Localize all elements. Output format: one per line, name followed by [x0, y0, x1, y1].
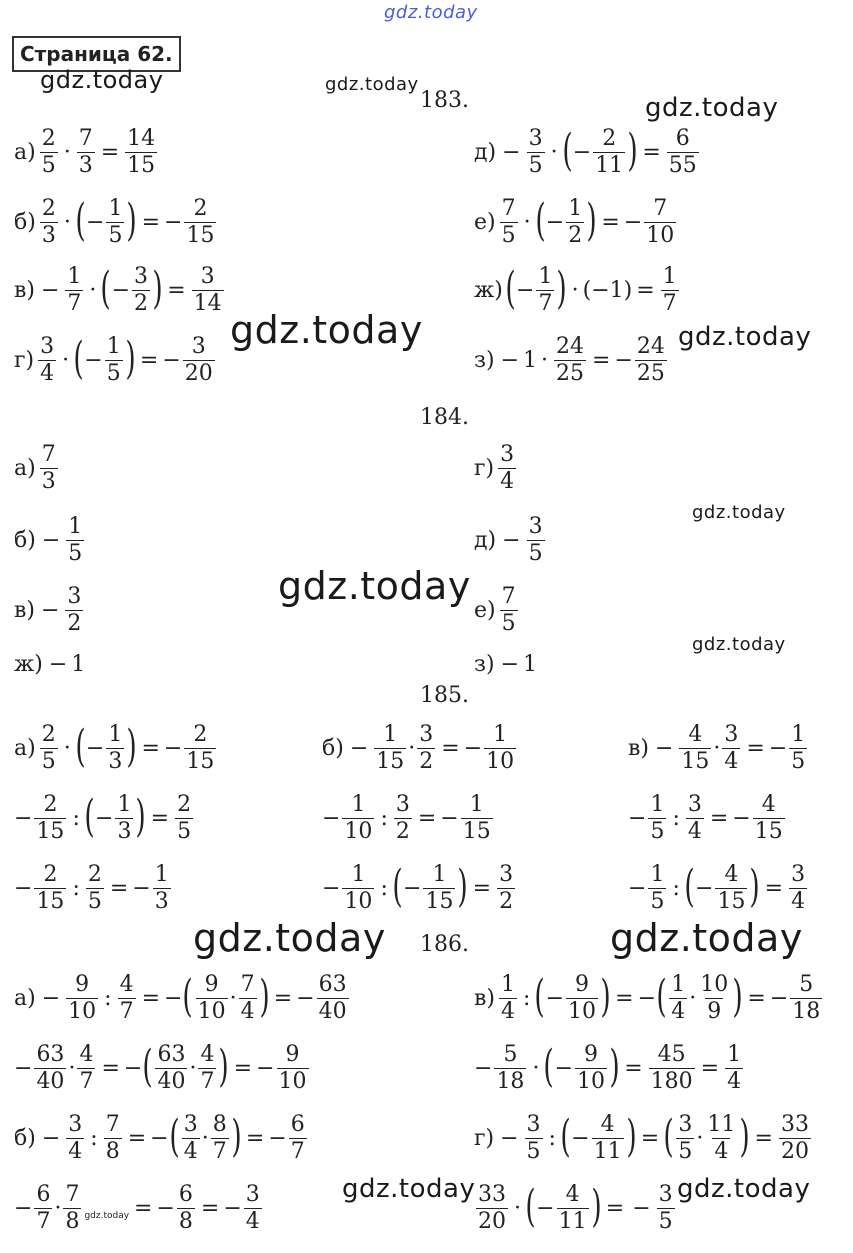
item-label: в)	[14, 277, 35, 303]
watermark-top: gdz.today	[384, 2, 478, 23]
math-line: − $\frac{1}{5}$ : $\frac{3}{4}$ = − $\frac{4}{15}$	[628, 792, 783, 844]
item-label: е)	[474, 209, 496, 235]
math-line: − $\frac{5}{18}$ · ( − $\frac{9}{10}$ ) = $\frac{45}{180}$ = $\frac{1}{4}$	[474, 1040, 742, 1094]
watermark: gdz.today	[193, 916, 386, 960]
math-line: − $\frac{1}{5}$ : ( − $\frac{4}{15}$ ) = $\frac{3}{4}$	[628, 860, 806, 914]
math-line: − $\frac{1}{10}$ : ( − $\frac{1}{15}$ ) = $\frac{3}{2}$	[322, 860, 514, 914]
item-label: д)	[474, 139, 497, 165]
watermark: gdz.today	[342, 1174, 476, 1204]
math-line: б) 2 3 · ( − $\frac{1}{5}$ ) = − $\frac{2}{15}$	[14, 194, 215, 248]
item-label: з)	[474, 652, 495, 677]
item-label: д)	[474, 527, 497, 553]
item-label: б)	[14, 209, 36, 235]
task-number-186: 186.	[420, 932, 469, 957]
math-line: в) − $\frac{1}{7}$ · ( − $\frac{3}{2}$ ) = $\frac{3}{14}$	[14, 262, 222, 316]
watermark: gdz.today	[278, 564, 471, 608]
math-line: в) 1 4 : ( − $\frac{9}{10}$ ) = − ( 1 4 · 10 9 ) = − $\frac{5}{18}$	[474, 970, 821, 1024]
item-label: а)	[14, 139, 36, 165]
math-line: з) − 1 · $\frac{24}{25}$ = − $\frac{24}{25}$	[474, 334, 665, 386]
math-line: а) − $\frac{9}{10}$ : $\frac{4}{7}$ = − ( 9 10 · 7 4 ) = − $\frac{63}{40}$	[14, 970, 347, 1024]
watermark: gdz.today	[645, 93, 779, 123]
math-line: − $\frac{2}{15}$ : $\frac{2}{5}$ = − $\frac{1}{3}$	[14, 862, 169, 914]
task-number-183: 183.	[420, 88, 469, 113]
math-line: а) 2 5 · ( − $\frac{1}{3}$ ) = − $\frac{2}{15}$	[14, 720, 215, 774]
watermark: gdz.today	[230, 308, 423, 352]
watermark: gdz.today	[677, 1174, 811, 1204]
item-label: а)	[14, 735, 36, 761]
item-label: б)	[14, 1125, 36, 1151]
math-line: а) 7 3	[14, 442, 56, 494]
math-line: − $\frac{6}{7}$ · 7 8 gdz.today = − $\frac{6}{8}$ = − $\frac{3}{4}$	[14, 1182, 260, 1234]
watermark-mini: gdz.today	[84, 1211, 130, 1221]
item-label: ж)	[474, 277, 503, 303]
math-line: г) − $\frac{3}{5}$ : ( − $\frac{4}{11}$ ) = ( 3 5 · 11 4 ) = $\frac{33}{20}$	[474, 1110, 809, 1164]
math-line: ж) ( − $\frac{1}{7}$ ) · (−1) = $\frac{1}{7}$	[474, 262, 677, 316]
watermark: gdz.today	[692, 502, 786, 523]
math-line: г) 3 4 · ( − $\frac{1}{5}$ ) = − $\frac{3}{20}$	[14, 332, 213, 386]
math-line: е) 7 5	[474, 584, 516, 636]
task-number-185: 185.	[420, 683, 469, 708]
item-label: б)	[322, 735, 344, 761]
item-label: г)	[14, 347, 35, 373]
math-line: а) 2 5 · $\frac{7}{3}$ = $\frac{14}{15}$	[14, 126, 156, 178]
watermark: gdz.today	[678, 322, 812, 352]
task-number-184: 184.	[420, 405, 469, 430]
watermark: gdz.today	[610, 916, 803, 960]
item-label: з)	[474, 347, 495, 373]
watermark: gdz.today	[692, 634, 786, 655]
math-line: в) − $\frac{3}{2}$	[14, 584, 82, 636]
math-line: б) − $\frac{1}{5}$	[14, 514, 83, 566]
item-label: в)	[628, 735, 649, 761]
math-line: в) − $\frac{4}{15}$ · $\frac{3}{4}$ = − $\frac{1}{5}$	[628, 722, 806, 774]
math-line: б) − $\frac{1}{15}$ · $\frac{3}{2}$ = − $\frac{1}{10}$	[322, 722, 515, 774]
item-label: а)	[14, 985, 36, 1011]
item-label: г)	[474, 1125, 495, 1151]
math-line: з) − 1	[474, 652, 538, 677]
item-label: ж)	[14, 652, 43, 677]
math-line: ж) − 1	[14, 652, 86, 677]
watermark: gdz.today	[325, 74, 419, 95]
math-line: д) − $\frac{3}{5}$	[474, 514, 543, 566]
math-line: − $\frac{1}{10}$ : $\frac{3}{2}$ = − $\frac{1}{15}$	[322, 792, 491, 844]
math-line: е) 7 5 · ( − $\frac{1}{2}$ ) = − $\frac{7}{10}$	[474, 194, 675, 248]
item-label: е)	[474, 597, 496, 623]
math-line: г) 3 4	[474, 442, 515, 494]
item-label: в)	[14, 597, 35, 623]
item-label: в)	[474, 985, 495, 1011]
math-line: д) − $\frac{3}{5}$ · ( − $\frac{2}{11}$ ) = $\frac{6}{55}$	[474, 124, 697, 178]
item-label: б)	[14, 527, 36, 553]
page-label: Страница 62.	[12, 36, 181, 72]
math-line: б) − $\frac{3}{4}$ : $\frac{7}{8}$ = − ( 3 4 · 8 7 ) = − $\frac{6}{7}$	[14, 1110, 305, 1164]
math-line: 33 20 · ( − $\frac{4}{11}$ ) = − $\frac{3}{5}$	[478, 1180, 673, 1234]
math-line: − $\frac{2}{15}$ : ( − $\frac{1}{3}$ ) = $\frac{2}{5}$	[14, 790, 192, 844]
watermark: gdz.today	[40, 66, 164, 94]
math-line: − $\frac{63}{40}$ · $\frac{4}{7}$ = − ( 63 40 · 4 7 ) = − $\frac{9}{10}$	[14, 1040, 307, 1094]
item-label: г)	[474, 455, 495, 481]
item-label: а)	[14, 455, 36, 481]
